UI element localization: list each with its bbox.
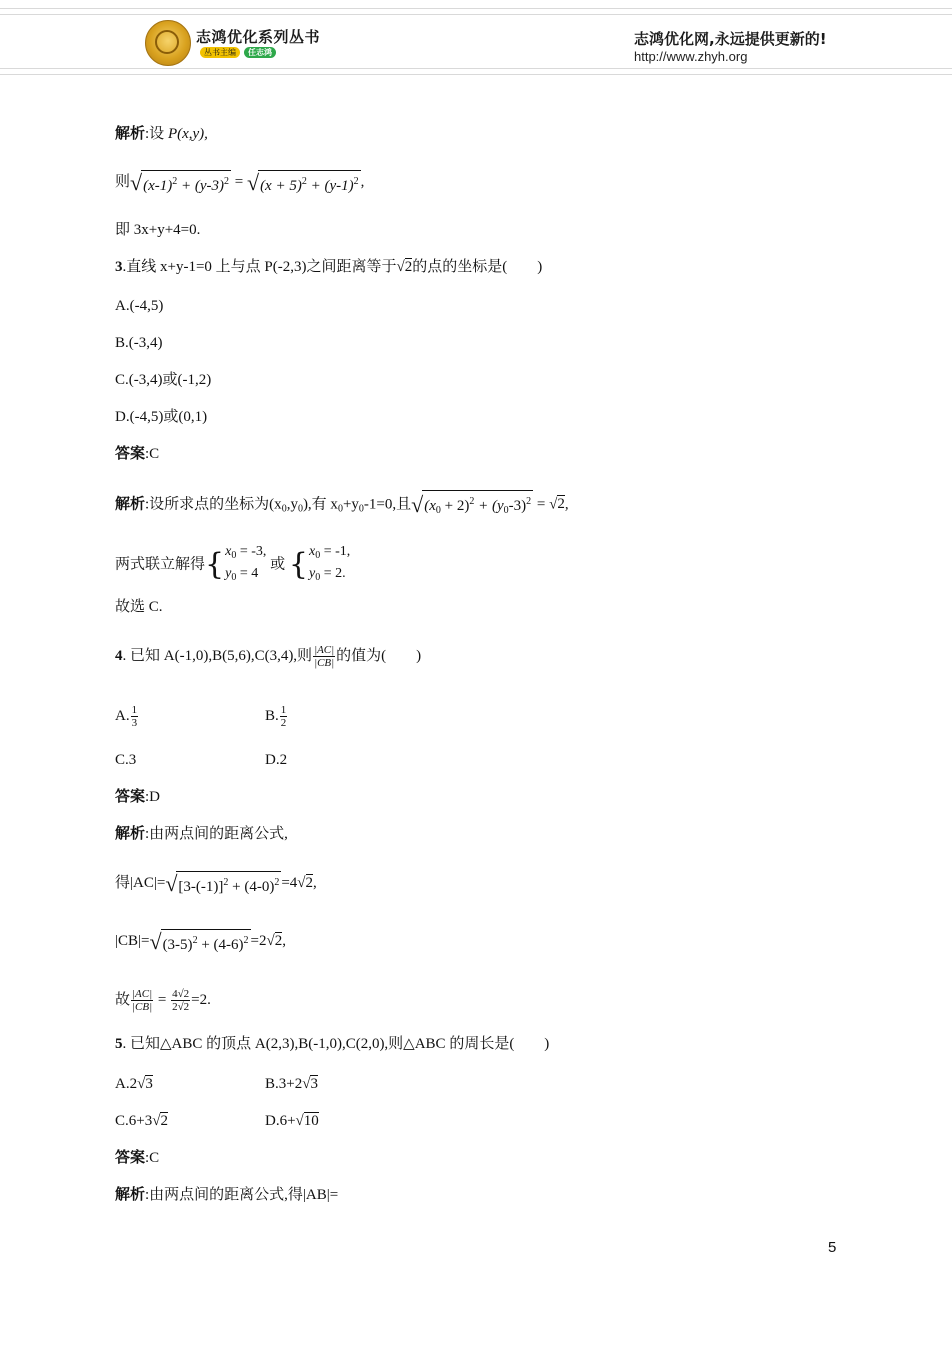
editor-badge: 丛书主编 — [200, 47, 240, 58]
exponent: 2 — [172, 176, 178, 187]
denominator: |CB| — [314, 657, 335, 669]
question-5 — [115, 1034, 549, 1054]
answer-label: 答案 — [115, 446, 146, 462]
question-number: 4 — [115, 647, 123, 664]
option-a — [115, 704, 139, 729]
header-url: http://www.zhyh.org — [634, 49, 748, 64]
option-a — [115, 1074, 153, 1094]
text: x — [225, 544, 232, 559]
system-1 — [225, 543, 266, 587]
system-2 — [309, 543, 350, 587]
sqrt-sign: √ — [302, 1076, 311, 1092]
exponent: 2 — [274, 877, 280, 888]
fraction — [313, 644, 335, 669]
equation-line — [115, 929, 286, 954]
sqrt-sign: √ — [137, 1076, 146, 1092]
text: , — [282, 932, 286, 949]
radicand: 2 — [305, 874, 314, 891]
text: :由两点间的距离公式, — [145, 826, 288, 842]
text: :由两点间的距离公式,得|AB|= — [145, 1187, 339, 1203]
answer-line — [115, 787, 160, 807]
question-text: 的值为( ) — [336, 647, 422, 664]
text: :设 — [145, 126, 168, 142]
question-3 — [115, 257, 542, 277]
question-text: .直线 x+y-1=0 上与点 P(-2,3)之间距离等于 — [122, 259, 397, 275]
subscript: 0 — [297, 503, 303, 515]
text: [3-(-1)] — [178, 879, 224, 895]
text: y — [309, 566, 316, 581]
text: B.3+2 — [265, 1076, 303, 1092]
brace: { — [288, 547, 308, 582]
system-line — [115, 543, 350, 587]
analysis-label: 解析 — [115, 496, 146, 513]
radicand: 2 — [404, 259, 413, 275]
header-rule — [0, 8, 952, 9]
subscript: 0 — [231, 550, 237, 561]
equation-line — [115, 871, 317, 896]
header-rule — [0, 68, 952, 69]
exponent: 2 — [224, 176, 230, 187]
subscript: 0 — [358, 503, 364, 515]
sqrt-sign: √ — [295, 1113, 304, 1129]
option-d: D.2 — [265, 752, 288, 768]
text: =2 — [250, 932, 267, 949]
exponent: 2 — [192, 935, 198, 946]
subscript: 0 — [435, 505, 441, 516]
radicand: 2 — [274, 932, 283, 949]
radicand: 2 — [557, 496, 565, 513]
exponent: 2 — [301, 176, 307, 187]
numerator: |AC| — [314, 644, 335, 656]
text: , — [313, 874, 317, 891]
radicand — [141, 170, 231, 195]
fraction — [131, 988, 153, 1013]
subscript: 0 — [337, 503, 343, 515]
radicand — [161, 929, 251, 954]
result-line: 即 3x+y+4=0. — [115, 222, 201, 238]
brand-logo — [145, 20, 191, 66]
sqrt-sign: √ — [396, 259, 405, 275]
text: ,y — [286, 496, 298, 513]
question-4 — [115, 644, 421, 669]
radicand: 10 — [303, 1113, 319, 1129]
text: A.2 — [115, 1076, 138, 1092]
text: = 4 — [236, 566, 259, 581]
text: x — [309, 544, 316, 559]
option-c: C.3 — [115, 752, 137, 768]
text: + (4-6) — [197, 937, 244, 953]
question-text: 的点的坐标是( ) — [412, 259, 543, 275]
text: = — [533, 496, 550, 513]
option-c: C.(-3,4)或(-1,2) — [115, 372, 212, 388]
text: = — [154, 991, 171, 1008]
text: -1=0,且 — [363, 496, 412, 513]
text: y — [225, 566, 232, 581]
analysis-label: 解析 — [115, 826, 146, 842]
option-b — [265, 704, 288, 729]
sqrt-sign: √ — [152, 1113, 161, 1129]
option-b — [265, 1074, 318, 1094]
answer-value: :D — [145, 789, 161, 805]
text: 得|AC|= — [115, 874, 166, 891]
question-text: . 已知 A(-1,0),B(5,6),C(3,4),则 — [122, 647, 313, 664]
text: 两式联立解得 — [115, 556, 206, 573]
fraction — [280, 704, 288, 729]
header-slogan: 志鸿优化网,永远提供更新的! — [634, 30, 827, 48]
text: -3) — [508, 498, 527, 514]
text: , — [360, 173, 365, 190]
fraction — [131, 704, 139, 729]
analysis-line — [115, 824, 288, 844]
option-d: D.(-4,5)或(0,1) — [115, 409, 208, 425]
numerator: |AC| — [132, 988, 153, 1000]
equation-line — [115, 988, 211, 1013]
answer-label: 答案 — [115, 1150, 146, 1166]
brace: { — [205, 547, 225, 582]
exponent: 2 — [526, 496, 532, 507]
text: (x — [424, 498, 436, 514]
text: (x + 5) — [260, 178, 302, 194]
text: = 2. — [320, 566, 346, 581]
radicand — [258, 170, 361, 195]
text: B. — [265, 707, 279, 724]
text: = -1, — [320, 544, 351, 559]
text: (3-5) — [162, 937, 193, 953]
subscript: 0 — [315, 550, 321, 561]
sqrt-sign: √ — [246, 169, 260, 195]
text: A. — [115, 707, 130, 724]
denominator: 3 — [131, 717, 138, 729]
denominator: |CB| — [132, 1001, 153, 1013]
sqrt-sign: √ — [165, 870, 178, 896]
numerator: 1 — [280, 704, 287, 716]
text: + (y-1) — [306, 178, 354, 194]
analysis-label: 解析 — [115, 126, 146, 142]
option-d — [265, 1111, 319, 1131]
radicand: 3 — [310, 1076, 318, 1092]
text: ),有 x — [302, 496, 338, 513]
radicand: 3 — [145, 1076, 153, 1092]
numerator: 1 — [131, 704, 138, 716]
exponent: 2 — [353, 176, 359, 187]
question-text: . 已知△ABC 的顶点 A(2,3),B(-1,0),C(2,0),则△ABC 的周长是( ) — [122, 1036, 550, 1052]
text: + (y — [474, 498, 504, 514]
analysis-line — [115, 124, 208, 144]
text: + (4-0) — [228, 879, 275, 895]
exponent: 2 — [223, 877, 229, 888]
subscript: 0 — [231, 572, 237, 583]
answer-line — [115, 444, 159, 464]
text: 则 — [115, 173, 131, 190]
header-rule — [0, 14, 952, 15]
text: |CB|= — [115, 932, 150, 949]
text: (x,y), — [177, 126, 208, 142]
subscript: 0 — [503, 505, 509, 516]
fraction — [171, 988, 190, 1013]
sqrt-sign: √ — [549, 496, 558, 513]
denominator: 2 — [280, 717, 287, 729]
answer-value: :C — [145, 446, 160, 462]
text: (x-1) — [143, 178, 173, 194]
header-rule — [0, 74, 952, 75]
page-header — [0, 0, 952, 80]
conclusion-line: 故选 C. — [115, 599, 163, 615]
text: D.6+ — [265, 1113, 296, 1129]
text: 或 — [266, 556, 289, 573]
text: + (y-3) — [177, 178, 225, 194]
sqrt-sign: √ — [411, 492, 424, 517]
analysis-label: 解析 — [115, 1187, 146, 1203]
radicand — [422, 490, 533, 520]
brand-title: 志鸿优化系列丛书 — [196, 28, 321, 46]
sqrt-sign: √ — [130, 169, 143, 195]
subscript: 0 — [315, 572, 321, 583]
page-number: 5 — [828, 1239, 837, 1256]
text: +y — [342, 496, 359, 513]
exponent: 2 — [469, 496, 475, 507]
text: + 2) — [440, 498, 470, 514]
text: =4 — [281, 874, 298, 891]
sqrt-sign: √ — [266, 932, 275, 949]
option-a: A.(-4,5) — [115, 298, 164, 314]
var-P: P — [167, 126, 178, 142]
radicand: 2 — [160, 1113, 168, 1129]
sqrt-sign: √ — [149, 928, 162, 954]
text: = — [231, 173, 247, 190]
option-c — [115, 1111, 168, 1131]
text: C.6+3 — [115, 1113, 153, 1129]
question-number: 5 — [115, 1036, 123, 1052]
analysis-line — [115, 1185, 338, 1205]
option-b: B.(-3,4) — [115, 335, 163, 351]
subscript: 0 — [281, 503, 287, 515]
editor-name-badge: 任志鸿 — [244, 47, 276, 58]
answer-label: 答案 — [115, 789, 146, 805]
answer-line — [115, 1148, 159, 1168]
question-number: 3 — [115, 259, 123, 275]
text: , — [564, 496, 569, 513]
answer-value: :C — [145, 1150, 160, 1166]
text: 故 — [115, 991, 131, 1008]
text: =2. — [191, 991, 211, 1008]
text: = -3, — [236, 544, 267, 559]
equation-line — [115, 170, 364, 195]
radicand — [176, 871, 281, 896]
denominator: 2√2 — [172, 1001, 190, 1013]
numerator: 4√2 — [172, 988, 190, 1000]
text: :设所求点的坐标为(x — [145, 496, 282, 513]
exponent: 2 — [243, 935, 249, 946]
sqrt-sign: √ — [297, 874, 306, 891]
analysis-line — [115, 490, 569, 520]
